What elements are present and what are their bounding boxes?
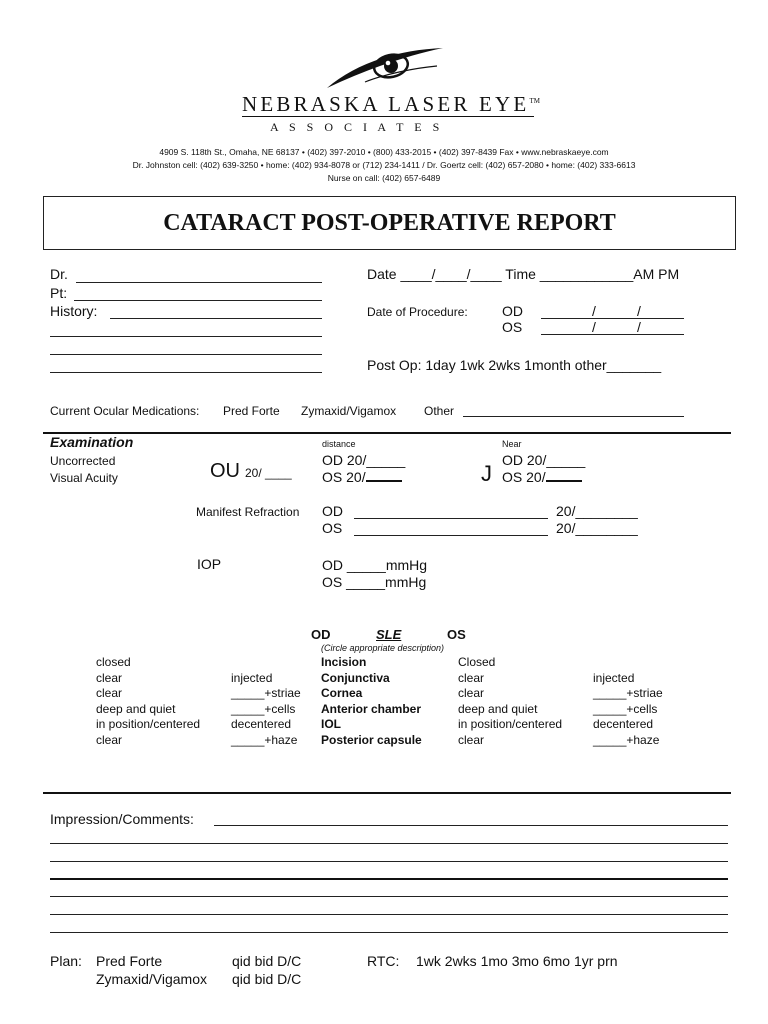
history-field-3[interactable] xyxy=(50,354,322,355)
company-sub: A S S O C I A T E S xyxy=(270,120,444,134)
date-time-field[interactable]: Date ____/____/____ Time ____________AM PM xyxy=(367,266,680,282)
procedure-os-field[interactable] xyxy=(541,334,684,335)
medication-zymaxid[interactable]: Zymaxid/Vigamox xyxy=(301,404,397,418)
sle-structure-label: IOL xyxy=(321,717,341,732)
sle-od-normal[interactable]: in position/centered xyxy=(96,717,201,732)
plan-med-pred-forte: Pred Forte xyxy=(96,953,163,969)
mr-od-label: OD xyxy=(322,503,343,519)
procedure-os-label: OS xyxy=(502,319,523,335)
history-field-1[interactable] xyxy=(110,318,322,319)
exam-heading: Examination xyxy=(50,434,134,450)
medication-other-label: Other xyxy=(424,404,455,418)
dr-label: Dr. xyxy=(50,266,68,282)
sle-title: SLE xyxy=(376,627,402,642)
medication-other-field[interactable] xyxy=(463,416,684,417)
plan-freq-zymaxid[interactable]: qid bid D/C xyxy=(232,971,302,987)
procedure-od-slash1: / xyxy=(592,303,596,319)
sle-od-abnormal[interactable]: _____+striae xyxy=(231,686,301,701)
rtc-options[interactable]: 1wk 2wks 1mo 3mo 6mo 1yr prn xyxy=(416,953,618,969)
j-label: J xyxy=(481,461,492,486)
impression-label: Impression/Comments: xyxy=(50,811,194,827)
history-field-4[interactable] xyxy=(50,372,322,373)
visual-acuity-label: Visual Acuity xyxy=(50,471,118,485)
mr-os-label: OS xyxy=(322,520,343,536)
procedure-od-field[interactable] xyxy=(541,318,684,319)
page-title: CATARACT POST-OPERATIVE REPORT xyxy=(163,210,616,236)
procedure-os-slash1: / xyxy=(592,319,596,335)
pt-field[interactable] xyxy=(74,300,322,301)
medications-label: Current Ocular Medications: xyxy=(50,404,200,418)
plan-med-zymaxid: Zymaxid/Vigamox xyxy=(96,971,208,987)
sle-os-label: OS xyxy=(447,627,466,642)
impression-line-6[interactable] xyxy=(50,914,728,915)
od-near-field[interactable]: OD 20/_____ xyxy=(502,452,586,468)
divider-2 xyxy=(43,792,731,794)
impression-line-1[interactable] xyxy=(214,825,728,826)
sle-os-abnormal[interactable]: _____+haze xyxy=(593,733,660,747)
sle-os-abnormal[interactable]: _____+cells xyxy=(593,701,658,716)
os-distance-label: OS 20/ xyxy=(322,469,366,485)
manifest-refraction-label: Manifest Refraction xyxy=(196,505,300,519)
near-label: Near xyxy=(502,439,522,449)
sle-structure-label: Incision xyxy=(321,655,367,669)
impression-line-7[interactable] xyxy=(50,932,728,933)
uncorrected-label: Uncorrected xyxy=(50,454,116,468)
mr-os-field[interactable] xyxy=(354,535,548,536)
phone-line: Dr. Johnston cell: (402) 639-3250 • home: (402) 934-8078 or (712) 234-1411 / Dr. Goertz cell: (402) 657-2080 • home: (402) 333-6613 xyxy=(132,160,636,170)
history-field-2[interactable] xyxy=(50,336,322,337)
address-line: 4909 S. 118th St., Omaha, NE 68137 • (402) 397-2010 • (800) 433-2015 • (402) 397-8439 Fax • www.nebraskaeye.com xyxy=(159,147,609,157)
sle-structure-label: Posterior capsule xyxy=(321,733,422,747)
mr-os-acuity[interactable]: 20/________ xyxy=(556,520,638,536)
logo-rule xyxy=(242,116,534,117)
procedure-od-slash2: / xyxy=(637,303,641,319)
distance-label: distance xyxy=(322,439,356,449)
iop-os-field[interactable]: OS _____mmHg xyxy=(322,574,427,590)
sle-od-abnormal[interactable]: decentered xyxy=(231,717,292,732)
sle-os-abnormal[interactable]: injected xyxy=(593,670,635,685)
impression-line-4[interactable] xyxy=(50,878,728,880)
mr-od-field[interactable] xyxy=(354,518,548,519)
divider-1 xyxy=(43,432,731,434)
sle-od-label: OD xyxy=(311,627,331,642)
sle-structure-label: Anterior chamber xyxy=(321,701,422,716)
rtc-label: RTC: xyxy=(367,953,400,969)
impression-line-3[interactable] xyxy=(50,861,728,862)
eye-logo xyxy=(325,44,445,92)
od-distance-field[interactable]: OD 20/_____ xyxy=(322,452,406,468)
mr-od-acuity[interactable]: 20/________ xyxy=(556,503,638,519)
postop-options[interactable]: Post Op: 1day 1wk 2wks 1month other_______ xyxy=(367,357,662,373)
sle-od-normal[interactable]: clear xyxy=(96,733,123,747)
sle-os-abnormal[interactable]: decentered xyxy=(593,717,654,732)
sle-od-abnormal[interactable]: _____+cells xyxy=(231,701,296,716)
sle-note: (Circle appropriate description) xyxy=(321,643,445,653)
sle-od-normal[interactable]: closed xyxy=(96,655,131,669)
os-near-field[interactable] xyxy=(502,469,582,485)
procedure-os-slash2: / xyxy=(637,319,641,335)
os-near-blank[interactable] xyxy=(546,480,582,482)
history-label: History: xyxy=(50,303,98,319)
procedure-od-label: OD xyxy=(502,303,523,319)
sle-os-abnormal[interactable]: _____+striae xyxy=(593,686,663,701)
sle-od-normal[interactable]: deep and quiet xyxy=(96,701,176,716)
impression-line-5[interactable] xyxy=(50,896,728,897)
sle-os-normal[interactable]: in position/centered xyxy=(458,717,563,732)
sle-od-abnormal[interactable]: _____+haze xyxy=(231,733,298,747)
os-distance-blank[interactable] xyxy=(366,480,402,482)
plan-freq-pred-forte[interactable]: qid bid D/C xyxy=(232,953,302,969)
sle-os-normal[interactable]: clear xyxy=(458,670,485,685)
sle-os-normal[interactable]: Closed xyxy=(458,655,496,669)
dr-field[interactable] xyxy=(76,282,322,283)
sle-structure-label: Cornea xyxy=(321,686,363,701)
company-name xyxy=(242,92,540,117)
os-near-label: OS 20/ xyxy=(502,469,546,485)
sle-os-normal[interactable]: clear xyxy=(458,733,485,747)
iop-od-field[interactable]: OD _____mmHg xyxy=(322,557,428,573)
pt-label: Pt: xyxy=(50,285,68,301)
procedure-label: Date of Procedure: xyxy=(367,305,468,319)
sle-od-abnormal[interactable]: injected xyxy=(231,670,273,685)
ou-label: OU xyxy=(210,460,240,482)
sle-od-normal[interactable]: clear xyxy=(96,670,123,685)
os-distance-field[interactable] xyxy=(322,469,402,485)
sle-os-normal[interactable]: deep and quiet xyxy=(458,701,538,716)
ou-value-field[interactable]: 20/ ____ xyxy=(245,466,292,480)
medication-pred-forte[interactable]: Pred Forte xyxy=(223,404,280,418)
iop-label: IOP xyxy=(197,556,222,572)
company-name-text: NEBRASKA LASER EYE xyxy=(242,92,530,116)
sle-od-normal[interactable]: clear xyxy=(96,686,123,701)
sle-structure-label: Conjunctiva xyxy=(321,670,390,685)
plan-label: Plan: xyxy=(50,953,82,969)
sle-os-normal[interactable]: clear xyxy=(458,686,485,701)
trademark: TM xyxy=(529,97,540,105)
nurse-line: Nurse on call: (402) 657-6489 xyxy=(327,173,441,183)
impression-line-2[interactable] xyxy=(50,843,728,844)
